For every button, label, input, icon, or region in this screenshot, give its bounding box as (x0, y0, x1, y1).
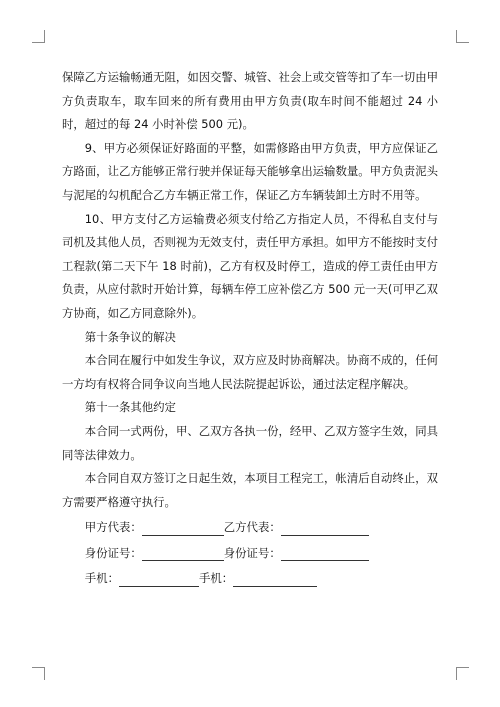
crop-mark-top-left (32, 30, 45, 43)
party-a-rep-field[interactable] (142, 521, 224, 536)
paragraph-1: 保障乙方运输畅通无阻，如因交警、城管、社会上或交管等扣了车一切由甲方负责取车，取车回来的所有费用由甲方负责(取车时间不能超过 24 小时，超过的每 24 小时补偿 500 元)。 (62, 70, 438, 132)
heading-article-10: 第十条争议的解决 (84, 329, 176, 344)
phone-a-label: 手机： (84, 571, 119, 586)
crop-mark-bottom-right (456, 667, 469, 680)
signature-row-phone (62, 567, 438, 591)
id-a-field[interactable] (142, 546, 224, 561)
signature-row-id (62, 542, 438, 566)
heading-article-11: 第十一条其他约定 (84, 400, 176, 415)
paragraph-copies: 本合同一式两份，甲、乙双方各执一份，经甲、乙双方签字生效，同具同等法律效力。 (62, 423, 438, 462)
paragraph-effective: 本合同自双方签订之日起生效，本项目工程完工，帐清后自动终止，双方需要严格遵守执行。 (62, 471, 438, 509)
phone-b-field[interactable] (233, 572, 317, 587)
signature-row-representatives (62, 516, 438, 540)
phone-a-field[interactable] (119, 572, 199, 587)
party-a-rep-label: 甲方代表： (84, 520, 142, 535)
phone-b-label: 手机： (198, 571, 234, 586)
paragraph-clause-10: 10、甲方支付乙方运输费必须支付给乙方指定人员，不得私自支付与司机及其他人员，否则视为无效支付，责任甲方承担。如甲方不能按时支付工程款(第二天下午 18 时前)，乙方有权及时停工，造成的停工责任由甲方负责，从应付款时开始计算，每辆车停工应补偿乙方 500 元一天(可甲乙双方协商，如乙方同意除外)。 (62, 211, 438, 320)
id-a-label: 身份证号： (84, 545, 142, 560)
party-b-rep-field[interactable] (281, 521, 369, 536)
document-body (62, 66, 438, 591)
id-b-field[interactable] (281, 546, 369, 561)
id-b-label: 身份证号： (223, 545, 281, 560)
party-b-rep-label: 乙方代表： (223, 520, 281, 535)
paragraph-clause-9: 9、甲方必须保证好路面的平整，如需修路由甲方负责，甲方应保证乙方路面，让乙方能够正常行驶并保证每天能够拿出运输数量。甲方负责泥头与泥尾的勾机配合乙方车辆正常工作，保证乙方车辆装卸土方时不用等。 (62, 140, 438, 202)
crop-mark-top-right (456, 30, 469, 43)
crop-mark-bottom-left (32, 667, 45, 680)
paragraph-dispute: 本合同在履行中如发生争议，双方应及时协商解决。协商不成的，任何一方均有权将合同争议向当地人民法院提起诉讼，通过法定程序解决。 (62, 353, 438, 391)
